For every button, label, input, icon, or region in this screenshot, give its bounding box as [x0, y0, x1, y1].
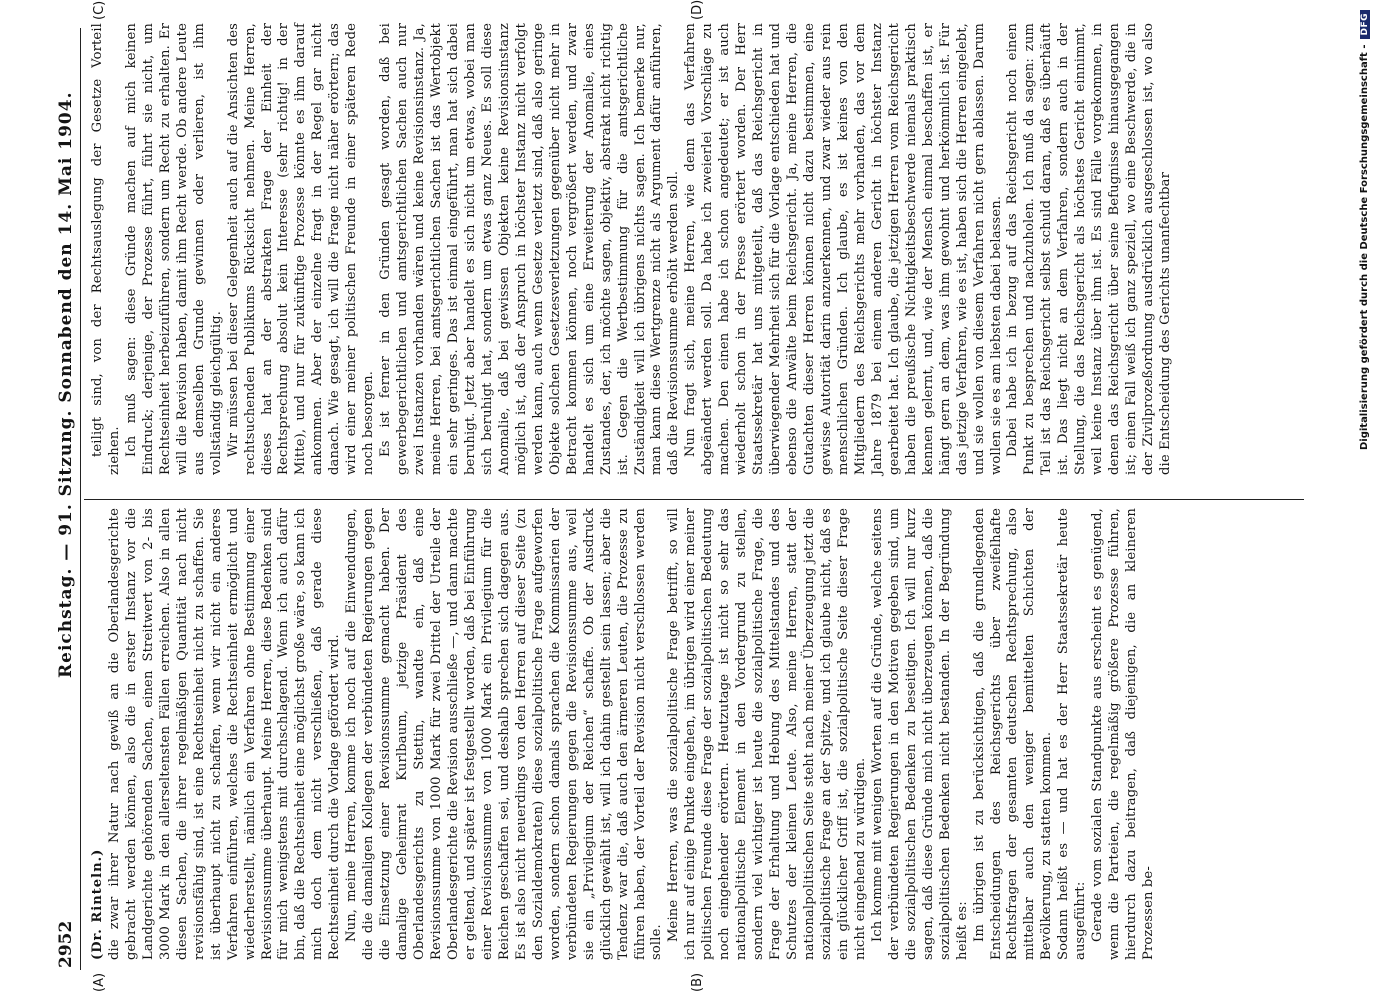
- paragraph: Dabei habe ich in bezug auf das Reichsgericht noch einen Punkt zu besprechen und nachzuholen. Ich muß da sagen: zum Teil ist das Reichsgericht selbst schuld daran, daß es überhäuft ist. Das liegt nicht an dem Verfahren, sondern auch in der Stellung, die das Reichsgericht als höchstes Gericht einnimmt, weil keine Instanz über ihm ist. Es sind Fälle vorgekommen, in denen das Reichsgericht über seine Befugnisse hinausgegangen ist; einen Fall weiß ich ganz speziell, wo eine Beschwerde, die in der Zivilprozeßordnung ausdrücklich ausgeschlossen ist, wo also die Entscheidung des Gerichts unanfechtbar: [1005, 23, 1174, 475]
- quote-paragraph: Gerade vom sozialen Standpunkte aus erscheint es genügend, wenn die Parteien, die regelmäßig größere Prozesse führen, hierdurch dazu beitragen, daß diejenigen, die an kleineren Prozessen be-: [1090, 508, 1157, 960]
- paragraph: Es ist ferner in den Gründen gesagt worden, daß bei gewerbegerichtlichen und amtsgerichtlichen Sachen auch nur zwei Instanzen vorhanden wären und keine Revisionsinstanz. Ja, meine Herren, bei amtsgerichtlichen Sachen ist das Wertobjekt ein sehr geringes. Das ist einmal eingeführt, man hat sich dabei beruhigt. Jetzt aber handelt es sich nicht um etwas, wobei man sich beruhigt hat, sondern um etwas ganz Neues. Es soll diese Anomalie, daß bei gewissen Objekten keine Revisionsinstanz möglich ist, daß der Anspruch in höchster Instanz nicht verfolgt werden kann, auch wenn Gesetze verletzt sind, daß also geringe Objekte solchen Gesetzesverletzungen gegenüber nicht mehr in Betracht kommen können, noch vergrößert werden, und zwar handelt es sich um eine Erweiterung der Anomalie, eines Zustandes, der, ich möchte sagen, objektiv, abstrakt nicht richtig ist. Gegen die Wertbestimmung für die amtsgerichtliche Zuständigkeit will ich übrigens nichts sagen. Ich bemerke nur, man kann diese Wertgrenze nicht als Argument dafür anführen, daß die Revisionssumme erhöht werden soll.: [378, 23, 682, 475]
- quote-paragraph: Im übrigen ist zu berücksichtigen, daß die grundlegenden Entscheidungen des Reichsgerichts über zweifelhafte Rechtsfragen der gesamten deutschen Rechtsprechung, also mittelbar auch den weniger bemittelten Schichten der Bevölkerung, zu statten kommen.: [971, 508, 1055, 960]
- margin-marker-b: (B): [690, 972, 705, 992]
- paragraph: Ich muß sagen: diese Gründe machen auf mich keinen Eindruck; derjenige, der Prozesse führt, führt sie nicht, um Rechtseinheit herbeizuführen, sondern um Recht zu erhalten. Er will die Revision haben, damit ihm Recht werde. Ob andere Leute aus demselben Grunde gewinnen oder verlieren, ist ihm vollständig gleichgültig.: [123, 23, 224, 475]
- margin-marker-d: (D): [690, 0, 705, 20]
- paragraph: Nun fragt sich, meine Herren, wie denn das Verfahren abgeändert werden soll. Da habe ich zweierlei Vorschläge zu machen. Den einen habe ich schon angedeutet; er ist auch wiederholt schon in der Presse erörtert worden. Der Herr Staatssekretär hat uns mitgeteilt, daß das Reichsgericht in überwiegender Mehrheit sich für die Vorlage entschieden hat und ebenso die Anwälte beim Reichsgericht. Ja, meine Herren, die Gutachten dieser Herren können nicht dazu bestimmen, eine gewisse Autorität darin anzuerkennen, und zwar wieder aus rein menschlichen Gründen. Ich glaube, es ist keines von den Mitgliedern des Reichsgerichts mehr vorhanden, das vor dem Jahre 1879 bei einem anderen Gericht in höchster Instanz gearbeitet hat. Ich glaube, die jetzigen Herren vom Reichsgericht haben die preußische Nichtigkeitsbeschwerde niemals praktisch kennen gelernt, und, wie der Mensch einmal beschaffen ist, er hängt gern an dem, was ihm gewohnt und herkömmlich ist. Für das jetzige Verfahren, wie es ist, haben sich die Herren eingelebt, und sie wollen von diesem Verfahren nicht gern ablassen. Darum wollen sie es am liebsten dabei belassen.: [683, 23, 1004, 475]
- paragraph: Sodann heißt es — und hat es der Herr Staatssekretär heute ausgeführt:: [1056, 508, 1089, 960]
- right-column: [90, 23, 1175, 475]
- speaker-line: [90, 508, 107, 960]
- column-divider: [84, 499, 1304, 500]
- dfg-logo: DFG: [1360, 10, 1370, 39]
- page-title: Reichstag. — 91. Sitzung. Sonnabend den 14. Mai 1904.: [56, 91, 76, 678]
- margin-marker-c: (C): [92, 0, 107, 20]
- paragraph: Ich komme mit wenigen Worten auf die Gründe, welche seitens der verbündeten Regierungen in den Motiven gegeben sind, um die sozialpolitischen Bedenken zu beseitigen. Ich will nur kurz sagen, daß diese Gründe mich nicht überzeugen können, daß die sozialpolitischen Bedenken nicht bestanden. In der Begründung heißt es:: [869, 508, 970, 960]
- page-number: 2952: [56, 920, 76, 968]
- paragraph: Wir müssen bei dieser Gelegenheit auch auf die Ansichten des rechtsuchenden Publikums Rücksicht nehmen. Meine Herren, dieses hat an der abstrakten Frage der Einheit der Rechtsprechung absolut kein Interesse (sehr richtig! in der Mitte), und nur für zukünftige Prozesse könnte es ihm darauf ankommen. Aber der einzelne fragt in der Regel gar nicht danach. Wie gesagt, ich will die Frage nicht näher erörtern; das wird einer meiner politischen Freunde in einer späteren Rede noch besorgen.: [225, 23, 377, 475]
- digitization-credit: [1359, 10, 1370, 670]
- credit-text: Digitalisierung gefördert durch die Deutsche Forschungsgemeinschaft -: [1359, 44, 1370, 451]
- quote-paragraph: teiligt sind, von der Rechtsauslegung der Gesetze Vorteil ziehen.: [90, 23, 122, 475]
- paragraph: die zwar ihrer Natur nach gewiß an die Oberlandesgerichte gebracht werden können, also die in erster Instanz vor die Landgerichte gehörenden Sachen, einen Streitwert von 2- bis 3000 Mark in den allerseltensten Fällen erreichen. Also in allen diesen Sachen, die ihrer regelmäßigen Quantität nach nicht revisionsfähig sind, ist eine Rechtseinheit nicht zu schaffen. Sie ist überhaupt nicht zu schaffen, wenn wir nicht ein anderes Verfahren einführen, welches die Rechtseinheit ermöglicht und wiederherstellt, nämlich ein Verfahren ohne Bestimmung einer Revisionssumme überhaupt. Meine Herren, diese Bedenken sind für mich wenigstens mit durchschlagend. Wenn ich auch dafür bin, daß die Rechtseinheit eine möglichst große wäre, so kann ich mich doch dem nicht verschließen, daß gerade diese Rechtseinheit durch die Vorlage gefördert wird.: [106, 508, 343, 960]
- paragraph: Meine Herren, was die sozialpolitische Frage betrifft, so will ich nur auf einige Punkte eingehen, im übrigen wird einer meiner politischen Freunde diese Frage der sozialpolitischen Bedeutung noch eingehender erörtern. Heutzutage ist nicht so sehr das nationalpolitische Element in den Vordergrund zu stellen, sondern viel wichtiger ist heute die sozialpolitische Frage, die Frage der Erhaltung und Hebung des Mittelstandes und des Schutzes der kleinen Leute. Also, meine Herren, statt der nationalpolitischen Seite steht nach meiner Überzeugung jetzt die sozialpolitische Frage an der Spitze, und ich glaube nicht, daß es ein glücklicher Griff ist, die sozialpolitische Seite dieser Frage nicht eingehend zu würdigen.: [666, 508, 868, 960]
- header-rule: [80, 28, 81, 970]
- margin-marker-a: (A): [92, 972, 107, 992]
- paragraph: Nun, meine Herren, komme ich noch auf die Einwendungen, die die damaligen Kollegen der verbündeten Regierungen gegen die Einsetzung einer Revisionssumme gemacht haben. Der damalige Geheimrat Kurlbaum, jetzige Präsident des Oberlandesgerichts zu Stettin, wandte ein, daß eine Revisionssumme von 1000 Mark für zwei Drittel der Urteile der Oberlandesgerichte die Revision ausschließe —, und dann machte er geltend, und später ist festgestellt worden, daß bei Einführung einer Revisionssumme von 1000 Mark ein Privilegium für die Reichen geschaffen sei, und deshalb sprechen sich dagegen aus. Es ist also nicht neuerdings von den Herren auf dieser Seite (zu den Sozialdemokraten) diese sozialpolitische Frage aufgeworfen worden, sondern schon damals sprachen die Kommissarien der verbündeten Regierungen gegen die Revisionssumme aus, weil sie ein „Privilegium der Reichen“ schaffe. Ob der Ausdruck glücklich gewählt ist, will ich dahin gestellt sein lassen; aber die Tendenz war die, daß auch den ärmeren Leuten, die Prozesse zu führen haben, der Vorteil der Revision nicht verschlossen werden solle.: [344, 508, 665, 960]
- page-header: [56, 30, 80, 968]
- speaker-name: (Dr. Rinteln.): [90, 848, 105, 960]
- left-column: [90, 508, 1158, 960]
